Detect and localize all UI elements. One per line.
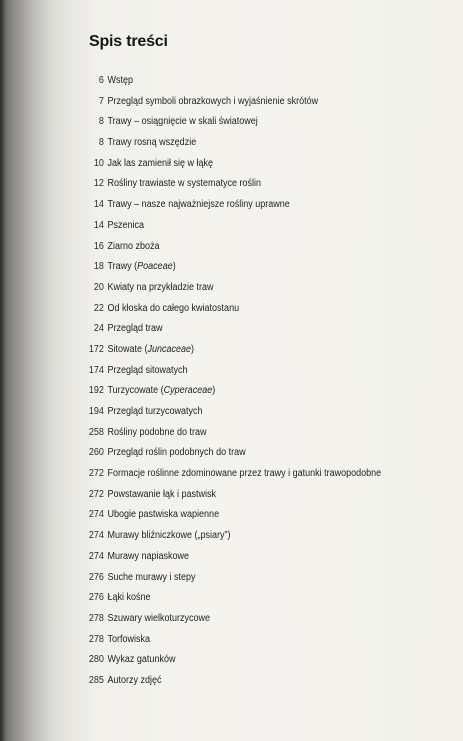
toc-entry	[85, 116, 409, 137]
toc-entry	[85, 178, 409, 199]
toc-entry-title	[108, 344, 195, 356]
toc-title-text: Wstęp	[107, 75, 134, 86]
toc-page-number: 285	[88, 674, 104, 686]
toc-entry	[85, 344, 409, 365]
toc-title-text: Murawy napiaskowe	[107, 550, 190, 562]
toc-entry-title	[108, 675, 162, 687]
toc-title-text: Łąki kośne	[107, 592, 151, 604]
toc-title-text: Ubogie pastwiska wapienne	[107, 509, 220, 521]
toc-title-text: Trawy rosną wszędzie	[107, 137, 197, 149]
toc-entry-title	[108, 530, 231, 542]
toc-latin-name: Poaceae	[137, 261, 173, 273]
toc-page-number: 280	[88, 654, 104, 666]
toc-page-number: 16	[93, 240, 104, 252]
toc-page-number: 20	[93, 281, 104, 293]
toc-entry	[85, 158, 409, 179]
toc-title-text: Trawy (	[107, 261, 138, 273]
toc-title-text: Suche murawy i stepy	[107, 571, 196, 583]
toc-entry-title	[108, 116, 258, 128]
toc-entry-title	[108, 96, 319, 108]
toc-title-text: Torfowiska	[107, 633, 151, 645]
toc-title-text: Przegląd roślin podobnych do traw	[107, 447, 246, 459]
toc-page-number: 8	[98, 137, 104, 149]
toc-entry	[85, 592, 409, 613]
toc-title-text: Formacje roślinne zdominowane przez trawy i gatunki trawopodobne	[107, 468, 382, 480]
toc-page-number: 14	[93, 219, 104, 231]
toc-title-text: Murawy bliźniczkowe („psiary”)	[107, 530, 231, 542]
toc-title-text: Ziarno zboża	[107, 240, 160, 252]
toc-title-suffix: )	[212, 385, 216, 397]
toc-entry-title	[108, 261, 176, 273]
toc-title-suffix: )	[172, 261, 176, 273]
toc-latin-name: Cyperaceae	[163, 385, 213, 397]
toc-page-number: 194	[88, 406, 104, 417]
toc-entry-title	[108, 220, 145, 232]
toc-page-number: 172	[88, 343, 104, 355]
toc-page-number: 8	[98, 116, 104, 128]
toc-entry	[85, 137, 409, 158]
toc-title-text: Przegląd symboli obrazkowych i wyjaśnienie skrótów	[107, 95, 319, 107]
toc-title-text: Pszenica	[107, 219, 145, 231]
toc-page-number: 272	[88, 488, 104, 500]
toc-entry	[85, 365, 409, 386]
toc-entry-title	[108, 158, 214, 170]
toc-page-number: 274	[88, 530, 104, 542]
toc-entry-title	[108, 241, 160, 253]
toc-entry-title	[108, 406, 203, 418]
toc-title-text: Jak las zamienił się w łąkę	[107, 157, 214, 169]
toc-entry	[85, 509, 409, 530]
toc-entry	[85, 241, 409, 262]
toc-entry	[85, 261, 409, 282]
toc-title-text: Przegląd sitowatych	[107, 364, 188, 376]
toc-title-text: Rośliny podobne do traw	[107, 426, 207, 438]
toc-entry	[85, 551, 409, 572]
toc-entry	[85, 199, 409, 220]
toc-entry-title	[108, 572, 196, 584]
toc-title-text: Od kłoska do całego kwiatostanu	[107, 302, 240, 314]
toc-title-text: Przegląd traw	[107, 323, 163, 335]
toc-entry-title	[108, 323, 163, 335]
toc-page-number: 276	[88, 571, 104, 583]
toc-title-text: Sitowate (	[107, 343, 148, 355]
toc-entry	[85, 220, 409, 241]
toc-entry-title	[108, 654, 176, 666]
toc-page-number: 6	[98, 75, 104, 86]
toc-title-text: Trawy – osiągnięcie w skali światowej	[107, 116, 258, 128]
toc-entry-title	[108, 199, 290, 211]
toc-page-number: 272	[88, 468, 104, 480]
toc-entry	[85, 427, 409, 448]
toc-entry-title	[108, 75, 134, 87]
toc-title-text: Rośliny trawiaste w systematyce roślin	[107, 178, 262, 190]
toc-title-text: Autorzy zdjęć	[107, 674, 162, 686]
book-spine-shadow	[0, 0, 6, 741]
toc-entry-title	[108, 447, 246, 459]
toc-latin-name: Juncaceae	[147, 343, 192, 355]
toc-entry-title	[108, 489, 217, 501]
toc-entry-title	[108, 282, 214, 294]
toc-page-number: 18	[93, 261, 104, 273]
table-of-contents	[85, 75, 445, 696]
toc-entry-title	[108, 592, 151, 604]
toc-title-text: Powstawanie łąk i pastwisk	[107, 488, 217, 500]
toc-page-number: 278	[88, 612, 104, 624]
toc-entry-title	[108, 468, 382, 480]
toc-entry-title	[108, 178, 262, 190]
toc-entry-title	[108, 634, 151, 646]
toc-entry	[85, 323, 409, 344]
toc-page-number: 10	[93, 157, 104, 169]
toc-entry-title	[108, 509, 220, 521]
toc-entry	[85, 572, 409, 593]
toc-entry	[85, 675, 409, 696]
toc-page-number: 7	[98, 95, 104, 107]
toc-page-number: 260	[88, 447, 104, 459]
toc-title-text: Wykaz gatunków	[107, 654, 176, 666]
toc-page-number: 274	[88, 550, 104, 562]
toc-entry-title	[108, 385, 216, 397]
toc-page-number: 174	[88, 364, 104, 376]
toc-page-number: 274	[88, 509, 104, 521]
toc-entry-title	[108, 365, 188, 377]
toc-page-number: 192	[88, 385, 104, 397]
toc-entry	[85, 406, 409, 427]
toc-title-suffix: )	[191, 343, 195, 355]
toc-page-number: 22	[93, 302, 104, 314]
toc-entry-title	[108, 613, 211, 625]
toc-entry	[85, 613, 409, 634]
toc-title-text: Trawy – nasze najważniejsze rośliny uprawne	[107, 199, 290, 211]
toc-entry-title	[108, 137, 197, 149]
toc-entry	[85, 303, 409, 324]
toc-entry	[85, 447, 409, 468]
toc-page-number: 14	[93, 199, 104, 211]
toc-entry	[85, 489, 409, 510]
toc-entry-title	[108, 551, 190, 563]
toc-page-number: 12	[93, 178, 104, 190]
toc-title-text: Szuwary wielkoturzycowe	[107, 612, 211, 624]
toc-page-number: 24	[93, 323, 104, 335]
toc-entry	[85, 530, 409, 551]
toc-title-text: Turzycowate (	[107, 385, 164, 397]
toc-entry	[85, 385, 409, 406]
toc-title-text: Kwiaty na przykładzie traw	[107, 281, 214, 293]
toc-entry-title	[108, 303, 240, 315]
toc-entry	[85, 282, 409, 303]
toc-entry	[85, 96, 409, 117]
toc-entry	[85, 468, 409, 489]
toc-entry	[85, 634, 409, 655]
toc-page-number: 258	[88, 426, 104, 438]
toc-entry	[85, 654, 409, 675]
toc-entry-title	[108, 427, 207, 439]
page-title: Spis treści	[89, 33, 168, 50]
toc-title-text: Przegląd turzycowatych	[107, 406, 203, 417]
toc-entry	[85, 75, 409, 96]
toc-page-number: 278	[88, 633, 104, 645]
toc-page-number: 276	[88, 592, 104, 604]
